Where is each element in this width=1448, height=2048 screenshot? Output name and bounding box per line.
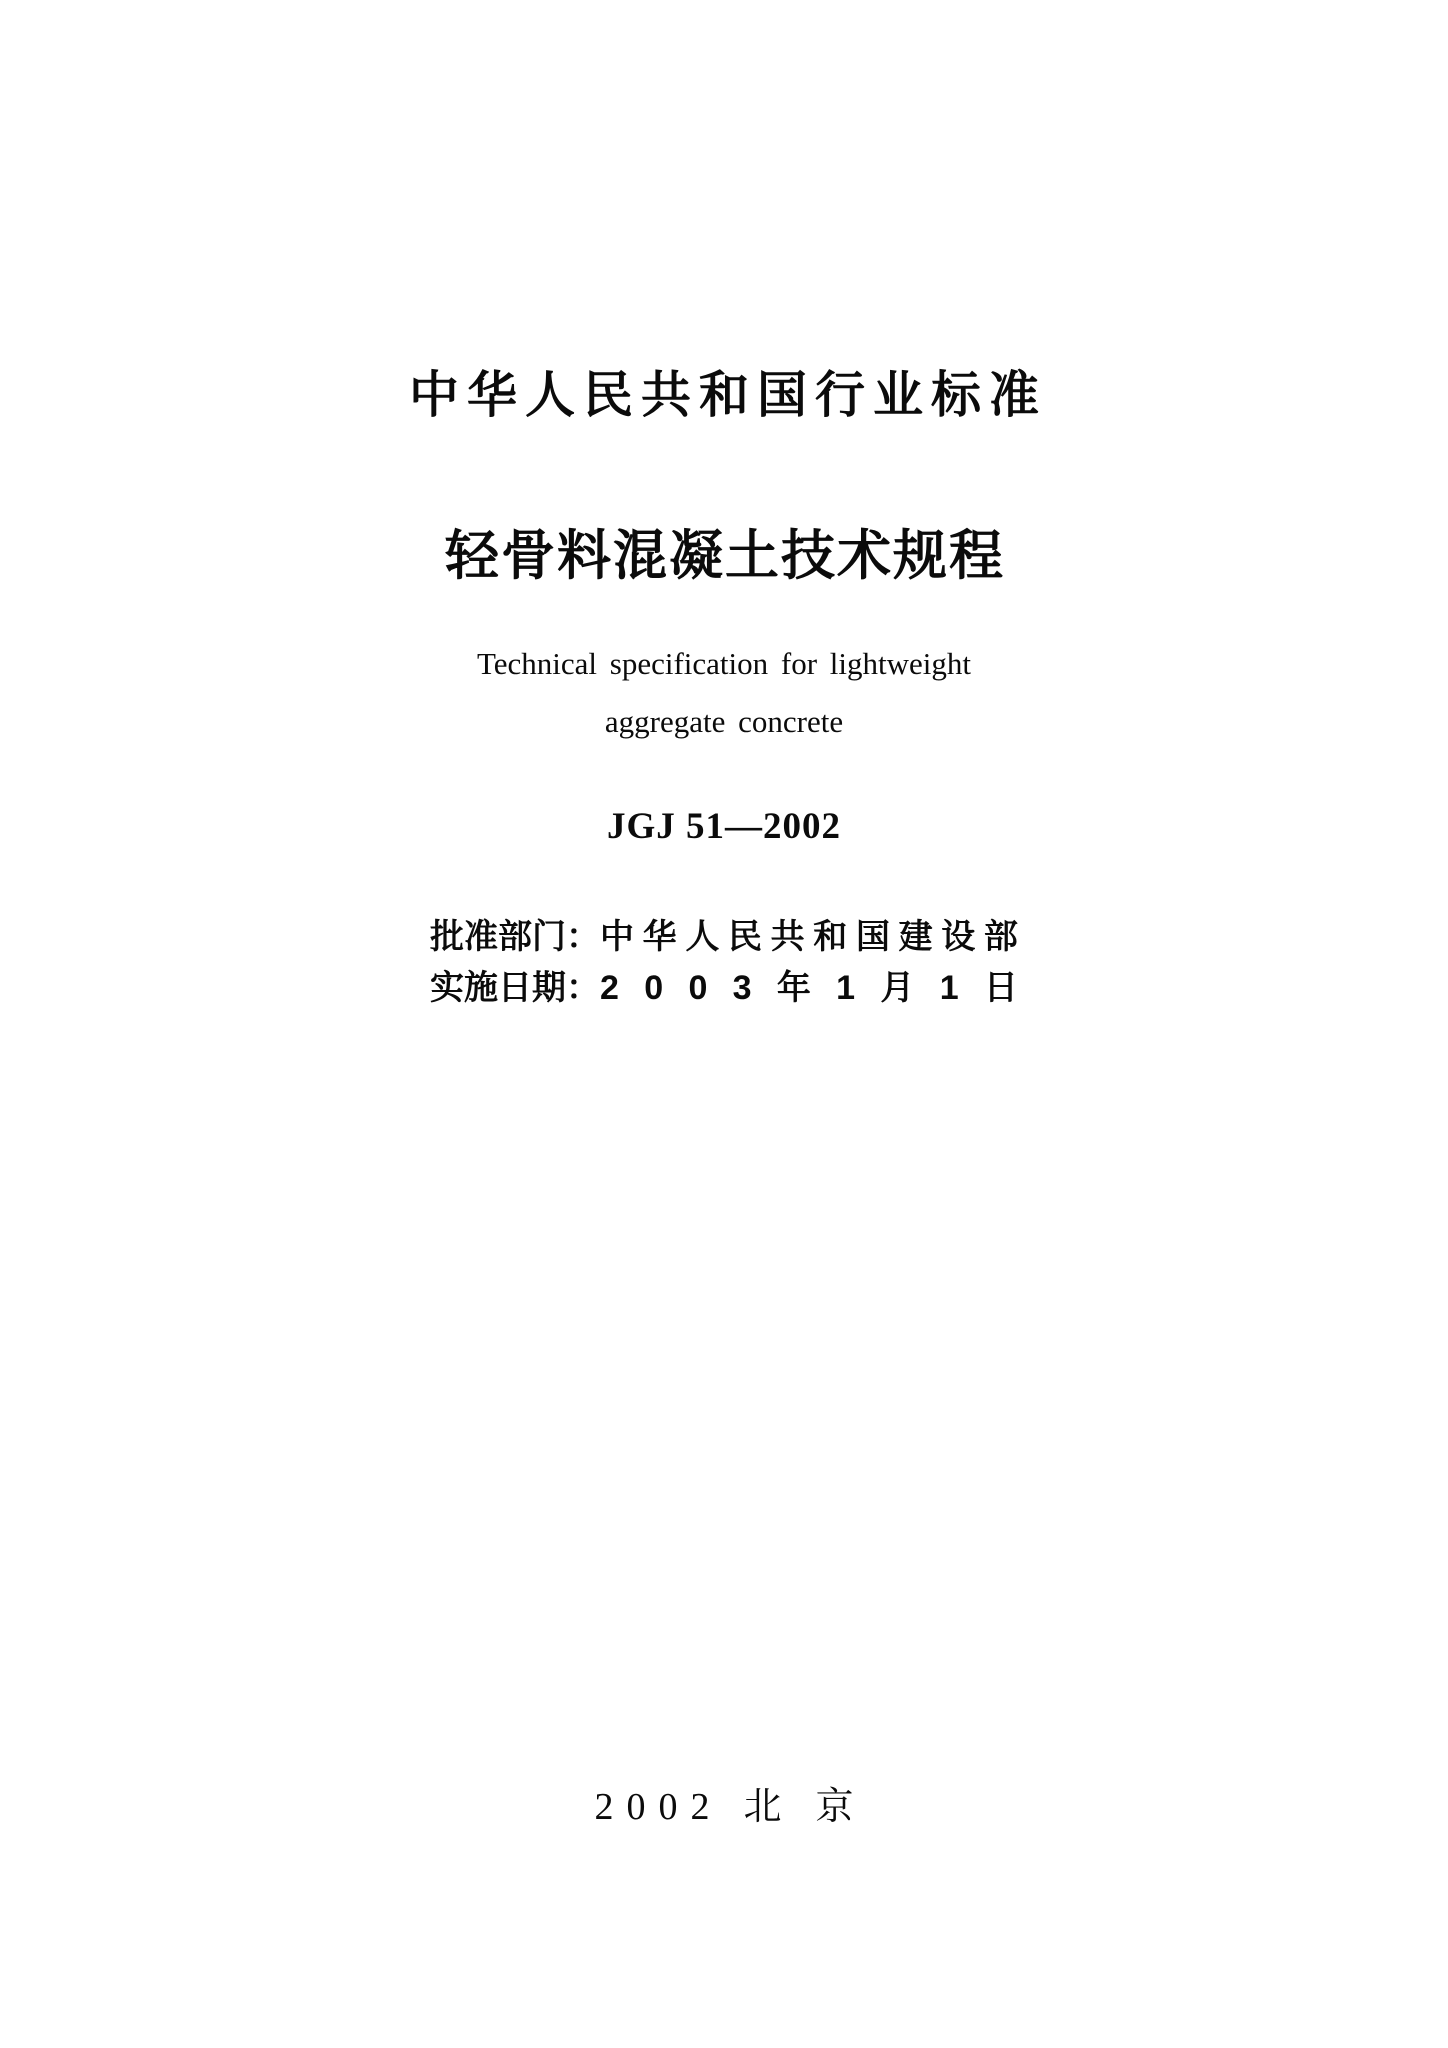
approval-label: 批准部门： xyxy=(430,918,600,956)
implementation-label: 实施日期： xyxy=(430,969,600,1007)
document-title-en-line1: Technical specification for lightweight xyxy=(476,646,972,681)
implementation-value: 2 0 0 3 年 1 月 1 日 xyxy=(600,969,1018,1007)
implementation-row xyxy=(430,971,1018,1005)
footer-imprint xyxy=(0,1788,1448,1826)
document-title-zh: 轻骨料混凝土技术规程 xyxy=(445,526,1005,586)
standard-class-heading: 中华人民共和国行业标准 xyxy=(409,367,1047,423)
document-title-en-line2: aggregate concrete xyxy=(604,704,844,739)
approval-value: 中 华 人 民 共 和 国 建 设 部 xyxy=(600,918,1018,956)
footer-city: 北 京 xyxy=(743,1786,854,1828)
approval-row xyxy=(430,920,1018,954)
approval-implementation-block xyxy=(430,920,1018,1022)
footer-year: 2002 xyxy=(594,1786,723,1828)
standard-number: JGJ 51—2002 xyxy=(606,806,842,847)
